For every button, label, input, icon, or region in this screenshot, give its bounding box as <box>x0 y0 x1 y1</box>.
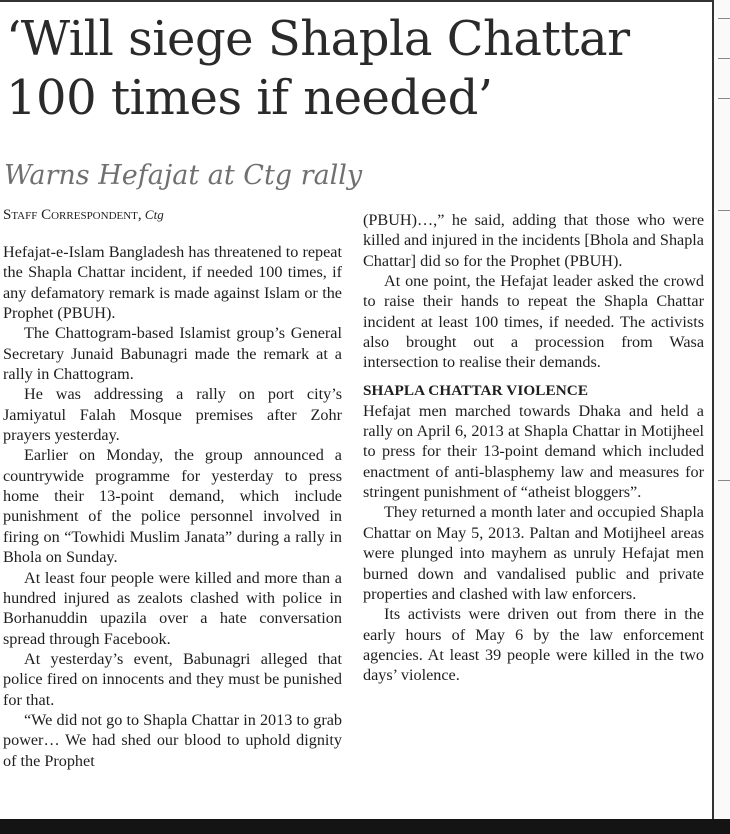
strip-tick <box>718 58 730 59</box>
paragraph: At one point, the Hefajat leader asked the crowd to raise their hands to repeat the Shapla Chattar incident at least 100 times, if needed. The activists also brought out a procession from Wasa intersection to realise their demands. <box>363 272 704 372</box>
paragraph: At yesterday’s event, Babunagri alleged that police fired on innocents and they must be punished for that. <box>3 649 342 709</box>
byline-location: Ctg <box>144 207 164 222</box>
strip-tick <box>718 480 730 481</box>
left-column <box>3 242 342 771</box>
paragraph: “We did not go to Shapla Chattar in 2013 to grab power… We had shed our blood to uphold dignity of the Prophet <box>3 710 342 770</box>
paragraph: The Chattogram-based Islamist group’s General Secretary Junaid Babunagri made the remark at a rally in Chattogram. <box>3 324 342 384</box>
byline-name: Staff Correspondent, <box>3 207 142 223</box>
paragraph: They returned a month later and occupied Shapla Chattar on May 5, 2013. Paltan and Motijheel areas were plunged into mayhem as unruly Hefajat men burned down and vandalised public and private properties and clashed with law enforcers. <box>363 503 704 603</box>
paragraph: Hefajat-e-Islam Bangladesh has threatened to repeat the Shapla Chattar incident, if needed 100 times, if any defamatory remark is made against Islam or the Prophet (PBUH). <box>3 243 342 323</box>
headline: ‘Will siege Shapla Chattar 100 times if needed’ <box>6 11 630 126</box>
paragraph: At least four people were killed and more than a hundred injured as zealots clashed with police in Borhanuddin upazila over a hate conversation spread through Facebook. <box>3 568 342 648</box>
paragraph: Its activists were driven out from there in the early hours of May 6 by the law enforcement agencies. At least 39 people were killed in the two days’ violence. <box>363 605 704 685</box>
section-heading: SHAPLA CHATTAR VIOLENCE <box>363 381 589 399</box>
right-column <box>363 210 704 686</box>
top-rule <box>0 0 712 2</box>
bottom-dark-edge <box>0 819 730 834</box>
subheadline: Warns Hefajat at Ctg rally <box>4 160 363 191</box>
strip-tick <box>718 98 730 99</box>
strip-tick <box>718 18 730 19</box>
paragraph: He was addressing a rally on port city’s Jamiyatul Falah Mosque premises after Zohr prayers yesterday. <box>3 385 342 445</box>
strip-tick <box>718 210 730 211</box>
paragraph: (PBUH)…,” he said, adding that those who were killed and injured in the incidents [Bhola and Shapla Chattar] did so for the Prophet (PBUH). <box>363 211 704 270</box>
paragraph: Earlier on Monday, the group announced a countrywide programme for yesterday to press home their 13-point demand, which include punishment of the police personnel involved in firing on “Towhidi Muslim Janata” during a rally in Bhola on Sunday. <box>3 446 342 567</box>
byline <box>3 206 353 224</box>
paragraph: Hefajat men marched towards Dhaka and held a rally on April 6, 2013 at Shapla Chattar in Motijheel to press for their 13-point demand which included enactment of anti-blasphemy law and measures for stringent punishment of “atheist bloggers”. <box>363 401 704 502</box>
adjacent-page-strip <box>714 0 730 834</box>
